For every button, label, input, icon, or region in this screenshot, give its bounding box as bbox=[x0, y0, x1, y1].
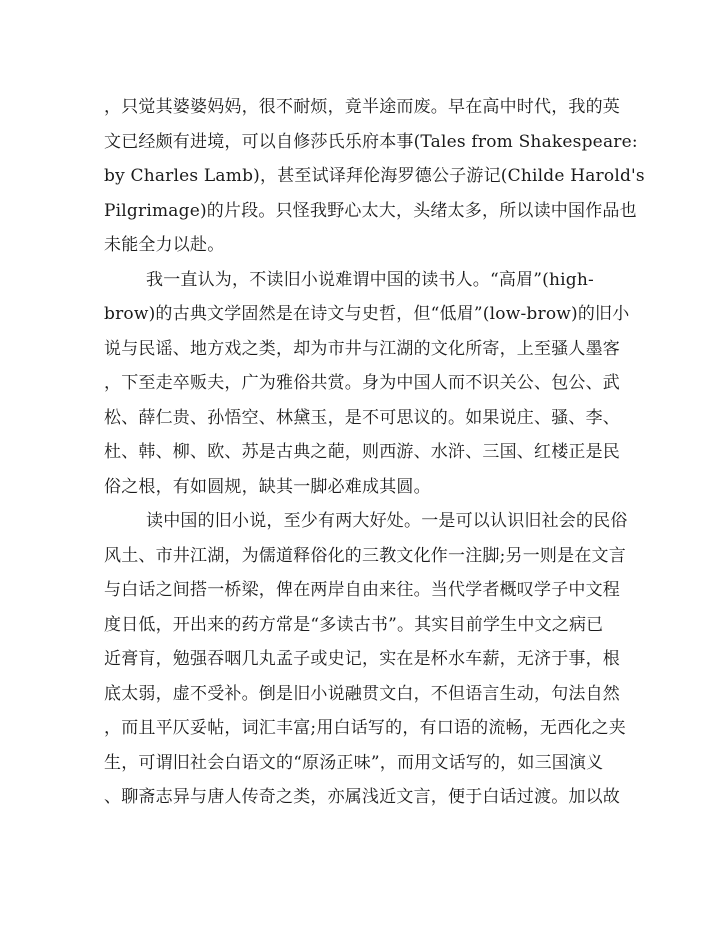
text-line: 近膏肓，勉强吞咽几丸孟子或史记，实在是杯水车薪，无济于事，根 bbox=[104, 649, 620, 669]
text-line: Pilgrimage)的片段。只怪我野心太大，头绪太多，所以读中国作品也 bbox=[104, 200, 637, 221]
text-line: ，而且平仄妥帖，词汇丰富;用白话写的，有口语的流畅，无西化之夹 bbox=[104, 718, 626, 738]
text-line: 未能全力以赴。 bbox=[104, 235, 225, 255]
text-line: 松、薛仁贵、孙悟空、林黛玉，是不可思议的。如果说庄、骚、李、 bbox=[104, 407, 620, 428]
text-line: 文已经颇有进境，可以自修莎氏乐府本事(Tales from Shakespeare: bbox=[104, 131, 638, 152]
text-line: 说与民谣、地方戏之类，却为市井与江湖的文化所寄，上至骚人墨客 bbox=[104, 338, 620, 359]
text-line: 底太弱，虚不受补。倒是旧小说融贯文白，不但语言生动，句法自然 bbox=[104, 683, 620, 704]
text-line: ，下至走卒贩夫，广为雅俗共赏。身为中国人而不识关公、包公、武 bbox=[104, 373, 620, 393]
paragraph-start-line: 我一直认为，不读旧小说难谓中国的读书人。“高眉”(high- bbox=[146, 269, 594, 290]
text-line: ，只觉其婆婆妈妈，很不耐烦，竟半途而废。早在高中时代，我的英 bbox=[104, 97, 620, 117]
text-line: 风土、市井江湖，为儒道释俗化的三教文化作一注脚;另一则是在文言 bbox=[104, 545, 626, 566]
text-line: 生，可谓旧社会白语文的“原汤正味”，而用文话写的，如三国演义 bbox=[104, 752, 604, 773]
text-line: brow)的古典文学固然是在诗文与史哲，但“低眉”(low-brow)的旧小 bbox=[104, 304, 630, 324]
text-line: 度日低，开出来的药方常是“多读古书”。其实目前学生中文之病已 bbox=[104, 614, 604, 635]
text-line: 、聊斋志异与唐人传奇之类，亦属浅近文言，便于白话过渡。加以故 bbox=[104, 787, 620, 807]
body-text bbox=[104, 90, 645, 815]
text-line: by Charles Lamb)，甚至试译拜伦海罗德公子游记(Childe Harold's bbox=[104, 166, 645, 186]
text-line: 与白话之间搭一桥梁，俾在两岸自由来往。当代学者概叹学子中文程 bbox=[104, 580, 620, 600]
text-line: 俗之根，有如圆规，缺其一脚必难成其圆。 bbox=[104, 476, 431, 497]
paragraph-start-line: 读中国的旧小说，至少有两大好处。一是可以认识旧社会的民俗 bbox=[146, 511, 628, 531]
text-line: 杜、韩、柳、欧、苏是古典之葩，则西游、水浒、三国、红楼正是民 bbox=[104, 442, 620, 462]
